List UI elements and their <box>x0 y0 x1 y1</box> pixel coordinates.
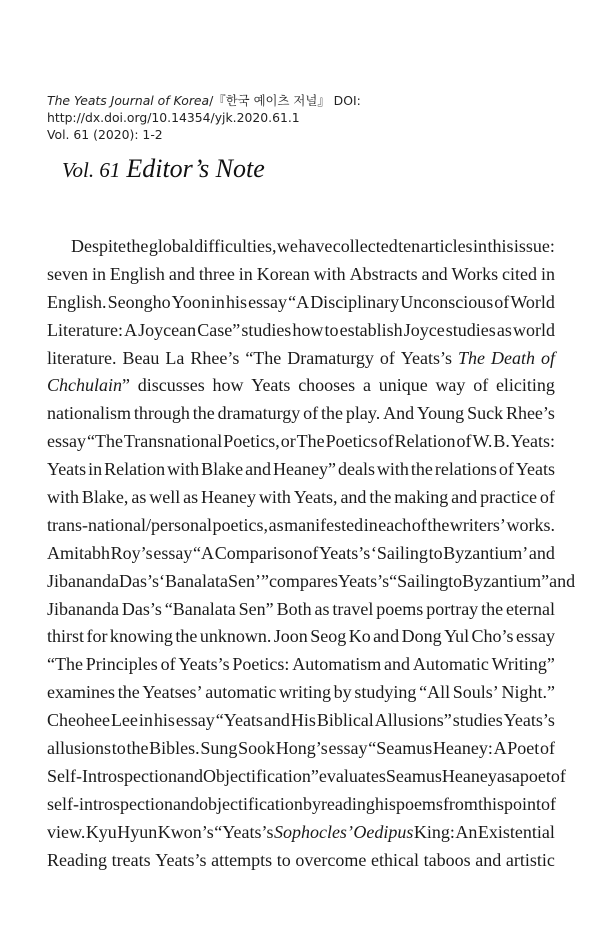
body-word: studies <box>452 710 503 731</box>
body-word: or <box>280 431 296 452</box>
body-word: Objectification” <box>202 765 319 786</box>
body-word: by <box>302 793 321 814</box>
body-line <box>47 735 555 763</box>
body-word: making <box>394 487 449 508</box>
body-word: Yeats’s <box>337 570 390 591</box>
body-word: Yeatses’ <box>142 682 203 703</box>
body-word: by <box>333 682 352 703</box>
body-line <box>47 540 555 568</box>
body-word: Abstracts <box>349 263 418 284</box>
body-word: Heaney <box>441 765 497 786</box>
body-line <box>47 763 566 791</box>
body-word: in <box>540 263 555 284</box>
journal-title: The Yeats Journal of Korea <box>47 93 210 108</box>
body-word: La <box>165 347 185 368</box>
body-word: ‘Sailing <box>370 542 428 563</box>
body-word: “The <box>47 654 83 675</box>
body-word: Works <box>451 263 499 284</box>
body-word: Heaney: <box>432 738 493 759</box>
title-volume: Vol. 61 <box>62 158 121 182</box>
body-word: literature. <box>47 347 117 368</box>
body-word: writers’ <box>449 514 506 535</box>
body-word: Rhee’s <box>190 347 240 368</box>
body-word: the <box>126 738 149 759</box>
body-word: studies <box>241 319 292 340</box>
body-word: of <box>550 765 566 786</box>
body-word: his <box>374 793 396 814</box>
body-word: Seamus <box>385 765 442 786</box>
body-word: Kyu <box>85 821 117 842</box>
body-word: Roy’s <box>110 542 153 563</box>
body-word: Yeats’s <box>503 710 555 731</box>
journal-korean-title-doi: /『한국 예이츠 저널』 DOI: http://dx.doi.org/10.14354/yjk.2020.61.1 <box>47 93 361 125</box>
body-word: in <box>138 710 153 731</box>
body-line <box>47 456 555 484</box>
body-line <box>47 400 555 428</box>
body-word: Yeats <box>515 459 555 480</box>
body-word: Korean <box>256 263 310 284</box>
body-word: Yeats <box>251 375 291 396</box>
body-word: Both <box>276 598 312 619</box>
body-word: and <box>451 487 478 508</box>
body-word: Das’s <box>118 570 159 591</box>
body-word: view. <box>47 821 86 842</box>
body-word: W. <box>472 431 493 452</box>
body-word: Biblical <box>316 710 374 731</box>
body-word: of <box>411 514 427 535</box>
body-word: poetics, <box>212 514 269 535</box>
body-word: allusions <box>47 738 112 759</box>
body-word: essay <box>516 626 555 647</box>
body-word: examines <box>47 682 115 703</box>
body-word: seven <box>47 263 88 284</box>
body-word: writing <box>278 682 331 703</box>
body-line <box>47 317 555 345</box>
body-word: A <box>493 738 507 759</box>
body-word: “Banalata <box>164 598 236 619</box>
body-word: works. <box>506 514 555 535</box>
body-word: Relation <box>394 431 456 452</box>
body-word: Lee <box>110 710 138 731</box>
body-word: discusses <box>137 375 205 396</box>
body-word: Souls’ <box>452 682 499 703</box>
body-line <box>47 345 555 373</box>
body-word: Yeats’s <box>319 542 371 563</box>
body-line <box>47 707 555 735</box>
body-line <box>47 372 555 400</box>
body-word: and <box>245 459 272 480</box>
body-word: and <box>340 487 367 508</box>
body-word: The <box>296 431 325 452</box>
body-word: Yeats <box>47 459 87 480</box>
body-word: a <box>362 375 371 396</box>
body-word: Reading <box>47 849 107 870</box>
body-word: of <box>540 738 555 759</box>
body-word: in <box>238 263 253 284</box>
body-word: Sophocles’ <box>273 821 353 842</box>
body-word: Sung <box>200 738 238 759</box>
body-word: Blake <box>201 459 244 480</box>
body-word: way <box>435 375 466 396</box>
body-word: of <box>160 654 176 675</box>
body-line <box>47 428 555 456</box>
body-word: Yeats: <box>510 431 555 452</box>
body-word: Sen’” <box>227 570 269 591</box>
body-word: Heaney” <box>273 459 336 480</box>
body-word: and <box>168 263 195 284</box>
body-word: issue: <box>513 236 555 256</box>
body-word: with <box>376 459 409 480</box>
body-word: Yeats, <box>293 487 338 508</box>
body-word: and <box>528 542 555 563</box>
body-word: and <box>176 765 203 786</box>
body-word: of <box>540 347 555 368</box>
body-word: And <box>383 403 415 424</box>
body-word: collected <box>332 236 398 256</box>
body-word: the <box>321 403 344 424</box>
body-word: “A <box>193 542 215 563</box>
body-word: Joon <box>273 626 308 647</box>
body-word: as <box>131 487 147 508</box>
body-word: Night.” <box>501 682 555 703</box>
body-word: his <box>225 291 247 312</box>
body-word: in <box>210 291 225 312</box>
body-word: articles <box>420 236 473 256</box>
body-word: Relation <box>104 459 166 480</box>
body-word: “Seamus <box>368 738 433 759</box>
body-word: Principles <box>85 654 158 675</box>
body-word: Seog <box>310 626 347 647</box>
body-word: evaluates <box>318 765 386 786</box>
body-word: the <box>410 459 433 480</box>
body-word: Dong <box>401 626 442 647</box>
body-word: point <box>503 793 541 814</box>
body-line <box>47 233 555 261</box>
body-word: of <box>540 793 556 814</box>
body-line <box>47 623 555 651</box>
body-word: objectification <box>198 793 303 814</box>
body-word: in <box>473 236 488 256</box>
body-word: a <box>511 765 520 786</box>
body-word: the <box>126 236 149 256</box>
body-word: Poetics: <box>232 654 290 675</box>
body-word: essay <box>175 710 215 731</box>
body-word: English <box>109 263 165 284</box>
body-word: and <box>549 570 576 591</box>
body-word: practice <box>480 487 538 508</box>
body-word: Amitabh <box>47 542 110 563</box>
body-word: deals <box>337 459 375 480</box>
body-word: of <box>498 459 514 480</box>
body-word: to <box>276 849 291 870</box>
body-word: Yoon <box>171 291 210 312</box>
body-word: self-introspection <box>47 793 173 814</box>
body-line <box>47 791 555 819</box>
body-word: poems <box>395 793 443 814</box>
body-word: Yeats’s <box>400 347 453 368</box>
body-word: “Sailing <box>389 570 449 591</box>
body-line <box>47 847 555 875</box>
editor-note-body <box>47 233 576 874</box>
body-word: Jibananda <box>47 598 119 619</box>
body-word: taboos <box>423 849 471 870</box>
body-word: the <box>369 487 392 508</box>
body-word: “The <box>245 347 282 368</box>
body-word: as <box>496 765 512 786</box>
body-word: Suck <box>467 403 504 424</box>
body-word: Hyun <box>117 821 158 842</box>
body-word: Allusions” <box>374 710 452 731</box>
body-word: three <box>198 263 235 284</box>
body-word: Seongho <box>107 291 171 312</box>
body-word: compares <box>268 570 338 591</box>
body-word: studying <box>354 682 417 703</box>
body-word: his <box>153 710 175 731</box>
body-line <box>47 484 555 512</box>
body-line <box>47 289 555 317</box>
body-word: Jibananda <box>47 570 119 591</box>
body-word: essay <box>328 738 368 759</box>
body-word: well <box>149 487 181 508</box>
body-word: Self-Introspection <box>47 765 177 786</box>
body-word: Byzantium” <box>462 570 550 591</box>
body-word: relations <box>434 459 497 480</box>
body-word: unknown. <box>199 626 272 647</box>
body-word: World <box>510 291 555 312</box>
body-word: of <box>494 291 510 312</box>
title-text: Editor’s Note <box>126 154 265 183</box>
body-word: to <box>111 738 126 759</box>
body-word: from <box>442 793 478 814</box>
body-word: and <box>384 654 411 675</box>
body-line <box>47 512 555 540</box>
body-word: A <box>124 319 138 340</box>
body-word: An <box>455 821 478 842</box>
body-word: this <box>487 236 514 256</box>
body-word: chooses <box>298 375 356 396</box>
body-word: as <box>314 598 330 619</box>
body-word: Joyce <box>403 319 445 340</box>
body-word: of <box>378 431 394 452</box>
body-word: B. <box>493 431 510 452</box>
body-word: travel <box>332 598 374 619</box>
body-word: of <box>539 487 555 508</box>
body-word: cited <box>502 263 538 284</box>
body-word: with <box>313 263 346 284</box>
body-word: the <box>427 514 450 535</box>
body-word: of <box>379 347 395 368</box>
body-word: in <box>363 514 378 535</box>
body-word: Heaney <box>201 487 257 508</box>
journal-header <box>47 92 567 143</box>
body-line <box>47 261 555 289</box>
body-word: Literature: <box>47 319 123 340</box>
body-word: Rhee’s <box>505 403 555 424</box>
body-word: Automatic <box>412 654 489 675</box>
body-word: Bibles. <box>149 738 200 759</box>
body-word: as <box>268 514 284 535</box>
body-word: treats <box>111 849 151 870</box>
body-word: “A <box>288 291 310 312</box>
body-word: and <box>421 263 448 284</box>
body-word: dramaturgy <box>217 403 301 424</box>
body-word: establish <box>339 319 403 340</box>
body-word: “The <box>86 431 123 452</box>
body-word: manifested <box>284 514 364 535</box>
body-word: “Yeats’s <box>214 821 274 842</box>
body-word: to <box>428 542 443 563</box>
body-word: of <box>303 403 319 424</box>
body-word: Cho’s <box>471 626 514 647</box>
body-word: Oedipus <box>353 821 414 842</box>
body-line <box>47 651 555 679</box>
body-word: to <box>448 570 463 591</box>
body-word: nationalism <box>47 403 131 424</box>
body-word: Comparison <box>214 542 303 563</box>
body-word: with <box>47 487 80 508</box>
body-word: play. <box>345 403 381 424</box>
body-word: studies <box>445 319 496 340</box>
body-word: Automatism <box>292 654 382 675</box>
body-line <box>47 819 555 847</box>
body-word: and <box>263 710 290 731</box>
body-word: of <box>456 431 472 452</box>
body-word: English. <box>47 291 107 312</box>
body-word: difficulties, <box>194 236 277 256</box>
body-word: Existential <box>477 821 555 842</box>
body-word: Joycean <box>138 319 197 340</box>
body-word: of <box>473 375 489 396</box>
body-word: of <box>303 542 319 563</box>
body-word: eliciting <box>495 375 555 396</box>
body-word: reading <box>320 793 375 814</box>
body-word: trans-national/personal <box>47 514 212 535</box>
body-word: have <box>298 236 333 256</box>
body-word: and <box>373 626 400 647</box>
body-word: “All <box>419 682 451 703</box>
body-word: Hong’s <box>275 738 328 759</box>
body-word: the <box>117 682 140 703</box>
body-word: with <box>167 459 200 480</box>
body-word: Byzantium’ <box>443 542 529 563</box>
body-word: Poetics <box>325 431 378 452</box>
body-word: global <box>148 236 194 256</box>
body-word: automatic <box>205 682 277 703</box>
body-word: and <box>172 793 199 814</box>
body-word: attempts <box>211 849 273 870</box>
body-word: ‘Banalata <box>158 570 228 591</box>
body-word: each <box>378 514 412 535</box>
body-word: poems <box>376 598 424 619</box>
body-word: Sook <box>238 738 276 759</box>
body-word: Poet <box>507 738 540 759</box>
body-word: essay <box>47 431 86 452</box>
body-word: Sen” <box>238 598 274 619</box>
body-word: overcome <box>295 849 367 870</box>
body-line <box>47 679 555 707</box>
body-line <box>47 568 576 596</box>
body-word: this <box>477 793 504 814</box>
body-word: eternal <box>506 598 555 619</box>
body-word: the <box>175 626 198 647</box>
body-word: Disciplinary <box>310 291 400 312</box>
body-word: His <box>290 710 316 731</box>
body-word: Case” <box>197 319 241 340</box>
body-word: Beau <box>122 347 160 368</box>
body-word: Cheohee <box>47 710 110 731</box>
body-word: with <box>258 487 291 508</box>
body-word: Transnational <box>123 431 223 452</box>
body-word: Chchulain” <box>47 375 130 396</box>
body-word: Kwon’s <box>157 821 214 842</box>
body-word: essay <box>153 542 193 563</box>
body-word: the <box>481 598 504 619</box>
body-word: Blake, <box>81 487 129 508</box>
body-word: Yeats’s <box>178 654 230 675</box>
body-word: Death <box>490 347 535 368</box>
body-word: Despite <box>71 236 126 256</box>
body-word: Yul <box>444 626 470 647</box>
body-word: how <box>292 319 324 340</box>
journal-citation-line <box>47 92 567 126</box>
body-word: Yeats’s <box>155 849 207 870</box>
body-word: the <box>192 403 215 424</box>
body-word: world <box>513 319 555 340</box>
body-word: Ko <box>348 626 371 647</box>
body-word: Poetics, <box>223 431 280 452</box>
body-word: Writing” <box>491 654 555 675</box>
body-word: Young <box>416 403 465 424</box>
body-line <box>47 596 555 624</box>
body-word: artistic <box>505 849 555 870</box>
body-word: poet <box>519 765 551 786</box>
body-word: knowing <box>109 626 173 647</box>
body-word: as <box>183 487 199 508</box>
body-word: essay <box>248 291 288 312</box>
volume-line: Vol. 61 (2020): 1-2 <box>47 127 163 142</box>
body-word: King: <box>413 821 455 842</box>
body-word: for <box>86 626 108 647</box>
body-word: “Yeats <box>215 710 263 731</box>
body-word: ten <box>398 236 421 256</box>
body-word: in <box>88 459 103 480</box>
body-word: to <box>324 319 339 340</box>
body-word: unique <box>378 375 428 396</box>
body-word: Unconscious <box>400 291 494 312</box>
body-word: in <box>91 263 106 284</box>
body-word: Das’s <box>121 598 162 619</box>
body-word: The <box>458 347 486 368</box>
body-word: thirst <box>47 626 85 647</box>
body-word: Dramaturgy <box>287 347 374 368</box>
body-word: how <box>212 375 244 396</box>
body-word: ethical <box>371 849 419 870</box>
body-word: we <box>276 236 298 256</box>
body-word: through <box>133 403 190 424</box>
body-word: as <box>496 319 512 340</box>
body-word: portray <box>426 598 479 619</box>
page-title <box>62 154 265 184</box>
body-word: and <box>475 849 502 870</box>
